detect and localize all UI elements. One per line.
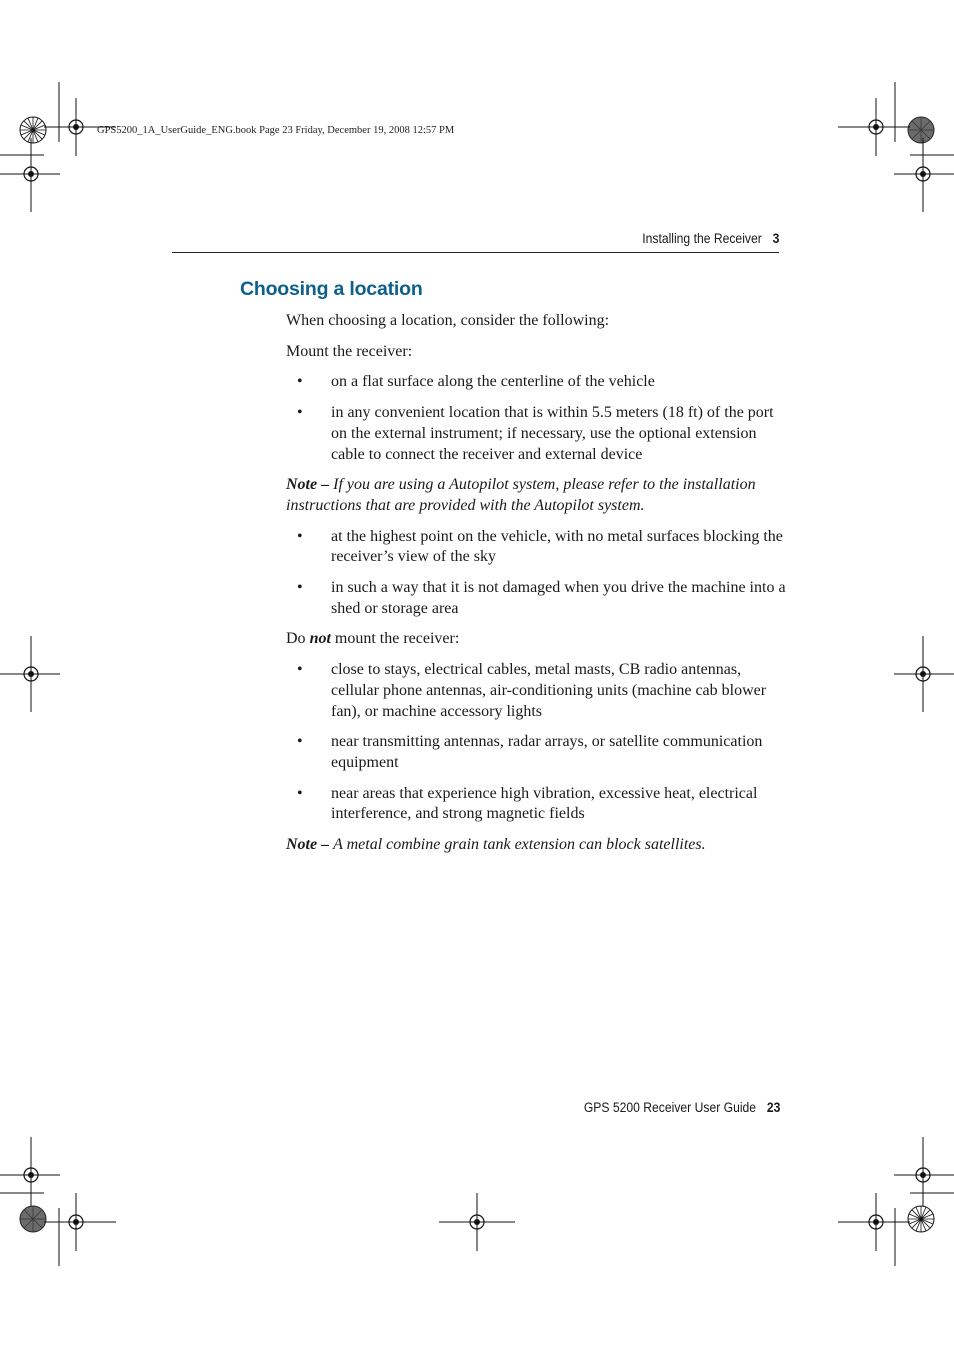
list-item-text: in any convenient location that is within 5.5 meters (18 ft) of the port on the external instrument; if necessary, use the optional extension cable to connect the receiver and external device <box>331 404 774 463</box>
list-item <box>286 660 786 722</box>
print-slug-line: GPS5200_1A_UserGuide_ENG.book Page 23 Friday, December 19, 2008 12:57 PM <box>97 125 455 136</box>
do-not-after: mount the receiver: <box>334 630 460 648</box>
section-heading: Choosing a location <box>240 278 423 300</box>
list-item <box>286 527 786 568</box>
list-item <box>286 732 786 773</box>
intro-paragraph: When choosing a location, consider the following: <box>286 312 610 329</box>
bullet: • <box>297 404 303 422</box>
list-item <box>286 372 786 393</box>
mount-list-1 <box>286 372 786 465</box>
bullet: • <box>297 579 303 597</box>
note-text: If you are using a Autopilot system, please refer to the installation instructions that are provided with the Autopilot system. <box>286 476 756 514</box>
do-not-before: Do <box>286 630 306 648</box>
bullet: • <box>297 784 303 802</box>
footer-title: GPS 5200 Receiver User Guide <box>583 1100 756 1115</box>
list-item <box>286 578 786 619</box>
list-item-text: near transmitting antennas, radar arrays, or satellite communication equipment <box>331 733 763 771</box>
do-not-list <box>286 660 786 825</box>
page-number: 23 <box>766 1100 780 1115</box>
bullet: • <box>297 373 303 391</box>
running-head <box>642 231 779 246</box>
note-text: A metal combine grain tank extension can block satellites. <box>333 836 706 854</box>
list-item-text: on a flat surface along the centerline of the vehicle <box>331 373 655 391</box>
list-item-text: in such a way that it is not damaged when you drive the machine into a shed or storage area <box>331 579 786 617</box>
note-lead: Note – <box>286 476 330 494</box>
list-item-text: near areas that experience high vibration, excessive heat, electrical interference, and strong magnetic fields <box>331 784 758 823</box>
list-item <box>286 403 786 465</box>
list-item-text: close to stays, electrical cables, metal masts, CB radio antennas, cellular phone antennas, air-conditioning units (machine cab blower fan), or machine accessory lights <box>331 661 767 720</box>
do-not-label <box>286 629 786 650</box>
mount-list-2 <box>286 527 786 620</box>
page-footer <box>583 1100 780 1115</box>
list-item <box>286 784 786 825</box>
header-rule <box>172 252 779 253</box>
note-autopilot <box>286 475 786 516</box>
note-grain-tank <box>286 835 786 856</box>
running-head-chapter: 3 <box>772 231 779 246</box>
note-lead: Note – <box>286 836 330 854</box>
bullet: • <box>297 733 303 751</box>
mount-label: Mount the receiver: <box>286 342 413 360</box>
body-content <box>286 311 786 866</box>
bullet: • <box>297 527 303 545</box>
do-not-emphasis: not <box>309 630 331 648</box>
bullet: • <box>297 661 303 679</box>
running-head-section: Installing the Receiver <box>641 231 762 246</box>
list-item-text: at the highest point on the vehicle, with no metal surfaces blocking the receiver’s view of the sky <box>331 527 783 566</box>
